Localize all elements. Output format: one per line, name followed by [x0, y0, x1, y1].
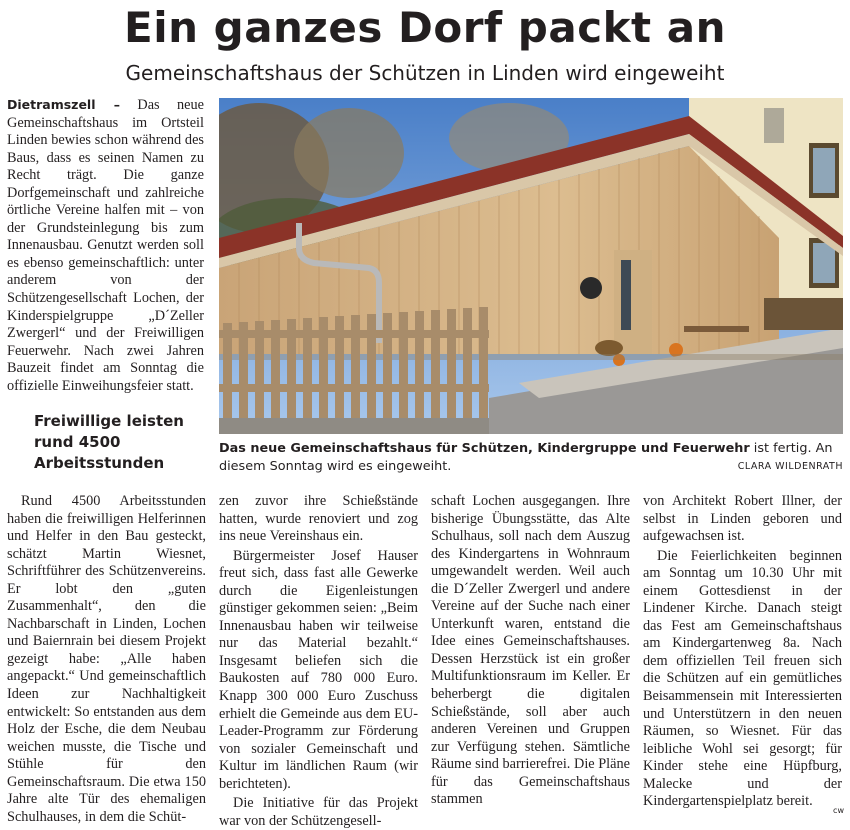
dateline: Dietramszell – [7, 97, 120, 112]
subheadline: Gemeinschaftshaus der Schützen in Linden wird eingeweiht [125, 61, 725, 85]
body-column-4 [643, 493, 842, 811]
caption-rest: ist fertig. An diesem Sonntag wird es eingeweiht. [219, 441, 833, 474]
body-column-3 [431, 493, 630, 809]
intro-text: Das neue Gemeinschaftshaus im Ortsteil Linden bewies schon während des Baus, dass es seinen Namen zu Recht trägt. Die ganze Dorfgemeinschaft und zahlreiche örtliche Vereine halfen mit – von der Grundsteinlegung bis zum Innenausbau. Genutzt werden soll es ebenso gemeinschaftlich: unter anderem von der Schützengesellschaft Lochen, der Kinderspielgruppe „D´Zeller Zwergerl“ und der Freiwilligen Feuerwehr. Nach zwei Jahren Bauzeit findet am Sonntag die offizielle Einweihungsfeier statt. [7, 97, 205, 394]
body-column-1 [7, 493, 206, 826]
paragraph: von Architekt Robert Illner, der selbst in Linden geboren und aufgewachsen ist. [643, 493, 842, 545]
paragraph: Bürgermeister Josef Hauser freut sich, dass fast alle Gewerke durch die Eigenleistungen günstiger gekommen seien: „Beim Innenausbau haben wir teilweise nur das Material bezahlt.“ Insgesamt beliefen sich die Baukosten auf 780 000 Euro. Knapp 300 000 Euro Zuschuss erhielt die Gemeinde aus dem EU-Leader-Programm zur Förderung von sozialer Gemeinschaft und Kultur im ländlichen Raum (wir berichteten). [219, 547, 418, 792]
author-tag: cw [833, 806, 844, 815]
crosshead: Freiwillige leisten rund 4500 Arbeitsstunden [34, 412, 184, 472]
paragraph: schaft Lochen ausgegangen. Ihre bisherige Übungsstätte, das Alte Schulhaus, soll nach dem Auszug des Kindergartens in Wohnraum umgewandelt werden. Weil auch die D´Zeller Zwergerl und andere Vereine auf der Suche nach einer Unterkunft waren, entstand die Idee eines Gemeinschaftshauses. Dessen Herzstück ist ein großer Multifunktionsraum im Keller. Er beherbergt die digitalen Schießstände, soll aber auch anderen Vereinen und Gruppen zur Verfügung stehen. Sämtliche Räume sind barrierefrei. Die Pläne für das Gemeinschaftshaus stammen [431, 493, 630, 808]
paragraph: Rund 4500 Arbeitsstunden haben die freiwilligen Helferinnen und Helfer in den Bau gesteckt, schätzt Martin Wiesnet, Schriftführer des Schützenvereins. Er lobt den „guten Zusammenhalt“, den die Nachbarschaft in Linden, Lochen und Baiernrain bei diesem Projekt gezeigt habe: „Alle haben angepackt.“ Und gemeinschaftlich Ideen zur Nachhaltigkeit entwickelt: So entstanden aus dem Holz der Esche, die dem Neubau weichen musste, die Tische und Stühle für den Gemeinschaftsraum. Die etwa 150 Jahre alte Tür des ehemaligen Schulhauses, in dem die Schüt- [7, 493, 206, 825]
intro-column [7, 96, 204, 395]
caption-bold: Das neue Gemeinschaftshaus für Schützen, Kindergruppe und Feuerwehr [219, 441, 750, 456]
body-column-2 [219, 493, 418, 830]
article-photo [219, 98, 843, 434]
community-house-photo [219, 98, 843, 434]
photo-credit: CLARA WILDENRATH [737, 461, 843, 472]
headline: Ein ganzes Dorf packt an [124, 3, 726, 52]
paragraph: Die Initiative für das Projekt war von der Schützengesell- [219, 795, 418, 829]
paragraph: Die Feierlichkeiten beginnen am Sonntag um 10.30 Uhr mit einem Gottesdienst in der Lindener Kirche. Danach steigt das Fest am Gemeinschaftshaus am Kindergartenweg 8a. Nach dem offiziellen Teil freuen sich die Schützen auf ein gemütliches Beisammensein mit Interessierten und Unterstützern in den neuen Räumen, so Wiesnet. Für das leibliche Wohl sei gesorgt; für Kinder stehe eine Hüpfburg, Malecke und der Kindergartenspielplatz bereit. [643, 547, 842, 810]
paragraph: zen zuvor ihre Schießstände hatten, wurde renoviert und zog ins neue Vereinshaus ein. [219, 493, 418, 545]
